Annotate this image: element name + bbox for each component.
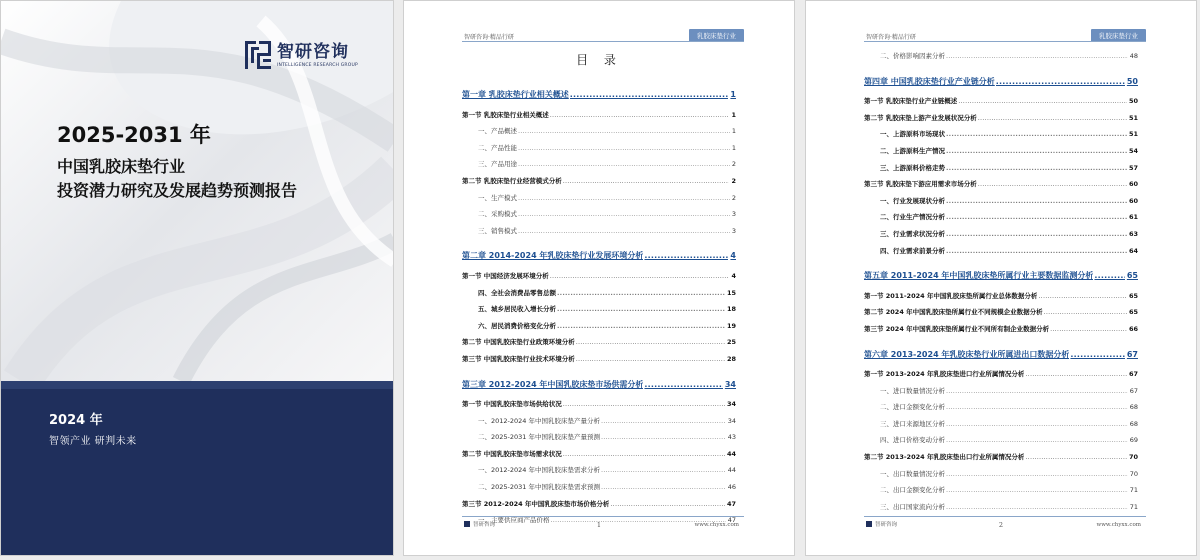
cover-title bbox=[57, 155, 297, 203]
toc-entry-title: 二、出口金额变化分析 bbox=[880, 486, 945, 495]
toc-entry-section[interactable] bbox=[462, 354, 736, 371]
toc-entry-page: 51 bbox=[1128, 113, 1138, 122]
toc-dot-leader bbox=[518, 227, 730, 235]
toc-entry-title: 第六章 2013-2024 年乳胶床垫行业所属进出口数据分析 bbox=[864, 349, 1070, 359]
toc-entry-page: 43 bbox=[727, 433, 736, 442]
toc-entry-title: 二、进口金额变化分析 bbox=[880, 403, 945, 412]
toc-entry-title: 二、上游原料生产情况 bbox=[880, 146, 945, 155]
toc-entry-page: 44 bbox=[727, 466, 736, 475]
toc-dot-leader bbox=[550, 272, 730, 280]
toc-entry-item[interactable] bbox=[462, 159, 736, 176]
toc-entry-page: 61 bbox=[1128, 213, 1138, 222]
toc-entry-chapter[interactable] bbox=[462, 89, 736, 106]
logo-english-name: INTELLIGENCE RESEARCH GROUP bbox=[277, 62, 358, 68]
toc-entry-title: 三、行业需求状况分析 bbox=[880, 229, 945, 238]
toc-entry-item[interactable] bbox=[462, 209, 736, 226]
footer-rule bbox=[462, 516, 744, 517]
page-number: 1 bbox=[596, 521, 602, 529]
page-number: 2 bbox=[998, 521, 1004, 529]
toc-dot-leader bbox=[601, 417, 726, 425]
page-header-left: 智研咨询·精品行研 bbox=[464, 34, 514, 41]
toc-entry-page: 70 bbox=[1128, 453, 1138, 462]
toc-entry-page: 47 bbox=[727, 516, 736, 525]
toc-entry-page: 54 bbox=[1128, 146, 1138, 155]
toc-entry-title: 第二节 中国乳胶床垫市场需求状况 bbox=[462, 449, 562, 458]
toc-entry-page: 1 bbox=[730, 90, 736, 99]
toc-entry-page: 28 bbox=[726, 354, 736, 363]
toc-entry-item[interactable] bbox=[462, 226, 736, 243]
toc-entry-section[interactable] bbox=[462, 110, 736, 127]
toc-entry-section[interactable] bbox=[864, 324, 1138, 341]
toc-entry-chapter[interactable] bbox=[864, 270, 1138, 287]
toc-entry-title: 第二节 2024 年中国乳胶床垫所属行业不同规模企业数据分析 bbox=[864, 308, 1043, 317]
toc-entry-title: 第三章 2012-2024 年中国乳胶床垫市场供需分析 bbox=[462, 379, 644, 389]
toc-entry-title: 第一节 2013-2024 年乳胶床垫进口行业所属情况分析 bbox=[864, 370, 1025, 379]
toc-dot-leader bbox=[946, 486, 1128, 494]
toc-dot-leader bbox=[550, 111, 730, 119]
toc-entry-page: 25 bbox=[726, 338, 736, 347]
toc-entry-page: 4 bbox=[730, 251, 736, 261]
toc-entry-page: 50 bbox=[1126, 76, 1138, 86]
toc-dot-leader bbox=[563, 450, 725, 458]
toc-entry-title: 二、采购模式 bbox=[478, 210, 517, 219]
toc-entry-page: 3 bbox=[731, 210, 736, 219]
toc-list bbox=[462, 81, 736, 532]
toc-dot-leader bbox=[946, 420, 1128, 428]
toc-dot-leader bbox=[946, 130, 1127, 138]
toc-entry-title: 二、2025-2031 年中国乳胶床垫需求预测 bbox=[478, 483, 600, 492]
toc-entry-title: 第一节 乳胶床垫行业相关概述 bbox=[462, 110, 549, 119]
toc-entry-title: 第一节 中国经济发展环境分析 bbox=[462, 271, 549, 280]
cover-bottom-band bbox=[1, 381, 394, 556]
toc-entry-item[interactable] bbox=[864, 469, 1138, 486]
toc-dot-leader bbox=[946, 147, 1127, 155]
toc-entry-section[interactable] bbox=[864, 452, 1138, 469]
toc-entry-title: 二、行业生产情况分析 bbox=[880, 213, 945, 222]
cover-title-line1: 中国乳胶床垫行业 bbox=[57, 157, 186, 176]
toc-entry-page: 57 bbox=[1128, 163, 1138, 172]
footer-url[interactable]: www.chyxx.com bbox=[694, 522, 739, 528]
toc-entry-title: 五、城乡居民收入增长分析 bbox=[478, 305, 556, 314]
toc-entry-title: 第一节 中国乳胶床垫市场供给状况 bbox=[462, 400, 562, 409]
toc-entry-section[interactable] bbox=[864, 369, 1138, 386]
toc-entry-item[interactable] bbox=[462, 193, 736, 210]
toc-entry-page: 1 bbox=[731, 143, 736, 152]
footer-logo-text: 智研咨询 bbox=[875, 522, 898, 528]
toc-entry-page: 2 bbox=[731, 160, 736, 169]
toc-entry-title: 三、销售模式 bbox=[478, 226, 517, 235]
toc-entry-item-bold[interactable] bbox=[864, 163, 1138, 180]
toc-entry-title: 一、主要供应商产品价格 bbox=[478, 516, 550, 525]
toc-entry-page: 2 bbox=[731, 176, 736, 185]
toc-entry-title: 第三节 2012-2024 年中国乳胶床垫市场价格分析 bbox=[462, 499, 610, 508]
header-rule bbox=[462, 41, 744, 42]
toc-dot-leader bbox=[518, 194, 730, 202]
toc-entry-chapter[interactable] bbox=[462, 379, 736, 396]
toc-entry-title: 三、出口国家流向分析 bbox=[880, 502, 945, 511]
toc-dot-leader bbox=[978, 114, 1127, 122]
toc-entry-chapter[interactable] bbox=[864, 76, 1138, 93]
toc-entry-chapter[interactable] bbox=[864, 349, 1138, 366]
toc-entry-item[interactable] bbox=[864, 386, 1138, 403]
toc-dot-leader bbox=[601, 433, 726, 441]
toc-dot-leader bbox=[1070, 350, 1124, 359]
toc-dot-leader bbox=[644, 380, 722, 389]
toc-dot-leader bbox=[610, 500, 725, 508]
toc-entry-item-bold[interactable] bbox=[864, 229, 1138, 246]
toc-entry-page: 64 bbox=[1128, 246, 1138, 255]
toc-entry-section[interactable] bbox=[462, 271, 736, 288]
toc-entry-title: 第五章 2011-2024 年中国乳胶床垫所属行业主要数据监测分析 bbox=[864, 271, 1094, 281]
toc-entry-item-bold[interactable] bbox=[864, 196, 1138, 213]
toc-dot-leader bbox=[563, 177, 730, 185]
cover-slogan: 智领产业 研判未来 bbox=[49, 436, 137, 447]
toc-entry-page: 69 bbox=[1129, 436, 1138, 445]
toc-entry-section[interactable] bbox=[864, 179, 1138, 196]
page-header-tag: 乳胶床垫行业 bbox=[689, 29, 744, 42]
toc-entry-page: 34 bbox=[727, 416, 736, 425]
band-accent-strip bbox=[1, 381, 394, 389]
toc-entry-title: 一、上游原料市场现状 bbox=[880, 130, 945, 139]
toc-entry-title: 一、2012-2024 年中国乳胶床垫产量分析 bbox=[478, 416, 600, 425]
cover-page bbox=[0, 0, 394, 556]
toc-entry-page: 3 bbox=[731, 226, 736, 235]
toc-entry-title: 第二节 乳胶床垫行业经营模式分析 bbox=[462, 176, 562, 185]
logo-mark-icon bbox=[245, 41, 271, 69]
toc-dot-leader bbox=[518, 144, 730, 152]
toc-entry-page: 67 bbox=[1128, 370, 1138, 379]
company-logo bbox=[245, 41, 358, 69]
toc-entry-title: 第三节 2024 年中国乳胶床垫所属行业不同所有制企业数据分析 bbox=[864, 324, 1050, 333]
toc-entry-title: 第二节 中国乳胶床垫行业政策环境分析 bbox=[462, 338, 575, 347]
toc-dot-leader bbox=[563, 400, 725, 408]
toc-entry-title: 第一节 2011-2024 年中国乳胶床垫所属行业总体数据分析 bbox=[864, 291, 1038, 300]
toc-entry-page: 47 bbox=[726, 499, 736, 508]
toc-dot-leader bbox=[946, 164, 1127, 172]
toc-entry-page: 1 bbox=[731, 110, 736, 119]
toc-entry-item-bold[interactable] bbox=[864, 129, 1138, 146]
toc-entry-page: 65 bbox=[1128, 291, 1138, 300]
toc-dot-leader bbox=[518, 210, 730, 218]
footer-rule bbox=[864, 516, 1146, 517]
toc-entry-item-bold[interactable] bbox=[864, 212, 1138, 229]
toc-dot-leader bbox=[946, 213, 1127, 221]
toc-entry-page: 65 bbox=[1128, 308, 1138, 317]
toc-entry-page: 71 bbox=[1129, 486, 1138, 495]
toc-entry-page: 44 bbox=[726, 449, 736, 458]
toc-dot-leader bbox=[518, 160, 730, 168]
toc-entry-page: 67 bbox=[1129, 386, 1138, 395]
toc-entry-item[interactable] bbox=[864, 485, 1138, 502]
footer-logo-text: 智研咨询 bbox=[473, 522, 496, 528]
toc-page-2 bbox=[805, 0, 1197, 556]
toc-entry-page: 51 bbox=[1128, 130, 1138, 139]
toc-entry-section[interactable] bbox=[864, 307, 1138, 324]
toc-entry-item-bold[interactable] bbox=[864, 246, 1138, 263]
toc-entry-page: 68 bbox=[1129, 403, 1138, 412]
toc-entry-page: 63 bbox=[1128, 229, 1138, 238]
toc-dot-leader bbox=[601, 466, 726, 474]
toc-entry-page: 19 bbox=[726, 321, 736, 330]
toc-dot-leader bbox=[996, 77, 1125, 86]
toc-entry-page: 48 bbox=[1129, 52, 1138, 60]
toc-entry-title: 第四章 中国乳胶床垫行业产业链分析 bbox=[864, 76, 995, 86]
toc-entry-title: 二、价格影响因素分析 bbox=[880, 52, 945, 60]
toc-entry-page: 2 bbox=[731, 193, 736, 202]
toc-entry-title: 一、进口数量情况分析 bbox=[880, 386, 945, 395]
toc-entry-title: 四、行业需求前景分析 bbox=[880, 246, 945, 255]
toc-dot-leader bbox=[946, 470, 1128, 478]
toc-entry-title: 二、2025-2031 年中国乳胶床垫产量预测 bbox=[478, 433, 600, 442]
logo-chinese-name: 智研咨询 bbox=[277, 41, 349, 62]
toc-dot-leader bbox=[978, 180, 1127, 188]
toc-entry-section[interactable] bbox=[462, 449, 736, 466]
toc-entry-section[interactable] bbox=[864, 113, 1138, 130]
toc-entry-item[interactable] bbox=[462, 143, 736, 160]
toc-entry-page: 70 bbox=[1129, 469, 1138, 478]
toc-entry-page: 18 bbox=[726, 305, 736, 314]
toc-entry-page: 65 bbox=[1126, 271, 1138, 281]
toc-dot-leader bbox=[1025, 370, 1127, 378]
toc-entry-section[interactable] bbox=[462, 499, 736, 516]
toc-dot-leader bbox=[946, 403, 1128, 411]
cover-date: 2024 年 bbox=[49, 413, 103, 428]
toc-title: 目 录 bbox=[576, 53, 622, 67]
toc-dot-leader bbox=[557, 322, 725, 330]
toc-dot-leader bbox=[946, 230, 1127, 238]
toc-entry-page: 50 bbox=[1128, 97, 1138, 106]
toc-dot-leader bbox=[946, 387, 1128, 395]
toc-entry-page: 60 bbox=[1128, 180, 1138, 189]
toc-dot-leader bbox=[601, 483, 726, 491]
toc-entry-item[interactable] bbox=[462, 482, 736, 499]
toc-entry-item-bold[interactable] bbox=[462, 288, 736, 305]
toc-entry-page: 15 bbox=[726, 288, 736, 297]
toc-entry-item[interactable] bbox=[462, 416, 736, 433]
toc-entry-page: 71 bbox=[1129, 502, 1138, 511]
toc-entry-page: 1 bbox=[731, 127, 736, 136]
toc-entry-title: 第二节 乳胶床垫上游产业发展状况分析 bbox=[864, 113, 977, 122]
toc-entry-title: 第二节 2013-2024 年乳胶床垫出口行业所属情况分析 bbox=[864, 453, 1025, 462]
header-rule bbox=[864, 41, 1146, 42]
page-header-left: 智研咨询·精品行研 bbox=[866, 34, 916, 41]
toc-entry-item[interactable] bbox=[864, 435, 1138, 452]
toc-dot-leader bbox=[576, 355, 725, 363]
toc-entry-page: 60 bbox=[1128, 196, 1138, 205]
toc-entry-title: 三、产品用途 bbox=[478, 160, 517, 169]
toc-dot-leader bbox=[1025, 453, 1127, 461]
toc-dot-leader bbox=[958, 97, 1127, 105]
toc-entry-item-bold[interactable] bbox=[864, 146, 1138, 163]
toc-entry-title: 第三节 乳胶床垫下游应用需求市场分析 bbox=[864, 180, 977, 189]
toc-dot-leader bbox=[557, 289, 725, 297]
toc-entry-page: 46 bbox=[727, 483, 736, 492]
toc-entry-title: 四、全社会消费品零售总额 bbox=[478, 288, 556, 297]
toc-entry-section[interactable] bbox=[864, 291, 1138, 308]
toc-entry-page: 68 bbox=[1129, 419, 1138, 428]
toc-entry-title: 六、居民消费价格变化分析 bbox=[478, 321, 556, 330]
toc-dot-leader bbox=[1050, 325, 1127, 333]
toc-entry-chapter[interactable] bbox=[462, 250, 736, 267]
toc-dot-leader bbox=[946, 436, 1128, 444]
toc-dot-leader bbox=[644, 251, 728, 260]
toc-entry-page: 4 bbox=[731, 271, 736, 280]
toc-entry-section[interactable] bbox=[864, 96, 1138, 113]
toc-dot-leader bbox=[576, 338, 725, 346]
toc-entry-title: 三、进口来源地区分析 bbox=[880, 419, 945, 428]
toc-entry-section[interactable] bbox=[462, 337, 736, 354]
toc-entry-title: 三、上游原料价格走势 bbox=[880, 163, 945, 172]
toc-entry-title: 一、行业发展现状分析 bbox=[880, 196, 945, 205]
toc-entry-item[interactable] bbox=[462, 126, 736, 143]
toc-dot-leader bbox=[946, 52, 1128, 60]
toc-entry-title: 第一章 乳胶床垫行业相关概述 bbox=[462, 90, 569, 99]
cover-year-range: 2025-2031 年 bbox=[57, 123, 211, 147]
toc-entry-title: 第三节 中国乳胶床垫行业技术环境分析 bbox=[462, 354, 575, 363]
toc-entry-section[interactable] bbox=[462, 176, 736, 193]
toc-entry-item[interactable] bbox=[462, 432, 736, 449]
toc-dot-leader bbox=[946, 247, 1127, 255]
toc-entry-item[interactable] bbox=[462, 465, 736, 482]
toc-dot-leader bbox=[557, 305, 725, 313]
toc-dot-leader bbox=[570, 90, 729, 99]
toc-entry-title: 第一节 乳胶床垫行业产业链概述 bbox=[864, 97, 958, 106]
toc-entry-title: 一、2012-2024 年中国乳胶床垫需求分析 bbox=[478, 466, 600, 475]
toc-entry-page: 67 bbox=[1126, 349, 1138, 359]
toc-dot-leader bbox=[1094, 271, 1124, 280]
toc-entry-item[interactable] bbox=[864, 419, 1138, 436]
toc-list bbox=[864, 51, 1138, 518]
toc-entry-title: 第二章 2014-2024 年乳胶床垫行业发展环境分析 bbox=[462, 251, 644, 261]
toc-entry-page: 34 bbox=[726, 400, 736, 409]
toc-page-1 bbox=[403, 0, 795, 556]
footer-url[interactable]: www.chyxx.com bbox=[1096, 522, 1141, 528]
toc-entry-page: 66 bbox=[1128, 324, 1138, 333]
cover-title-line2: 投资潜力研究及发展趋势预测报告 bbox=[57, 181, 298, 200]
page-header-tag: 乳胶床垫行业 bbox=[1091, 29, 1146, 42]
toc-entry-title: 四、进口价格变动分析 bbox=[880, 436, 945, 445]
toc-entry-title: 二、产品性能 bbox=[478, 143, 517, 152]
toc-dot-leader bbox=[946, 503, 1128, 511]
toc-entry-page: 34 bbox=[724, 379, 736, 389]
toc-entry-item-bold[interactable] bbox=[462, 304, 736, 321]
toc-entry-section[interactable] bbox=[462, 399, 736, 416]
toc-dot-leader bbox=[518, 127, 730, 135]
toc-entry-item[interactable] bbox=[864, 51, 1138, 68]
toc-entry-item-bold[interactable] bbox=[462, 321, 736, 338]
toc-entry-title: 一、产品概述 bbox=[478, 127, 517, 136]
toc-dot-leader bbox=[1038, 292, 1127, 300]
toc-dot-leader bbox=[946, 197, 1127, 205]
toc-entry-item[interactable] bbox=[864, 402, 1138, 419]
toc-entry-title: 一、出口数量情况分析 bbox=[880, 469, 945, 478]
toc-entry-title: 一、生产模式 bbox=[478, 193, 517, 202]
toc-dot-leader bbox=[1044, 308, 1127, 316]
